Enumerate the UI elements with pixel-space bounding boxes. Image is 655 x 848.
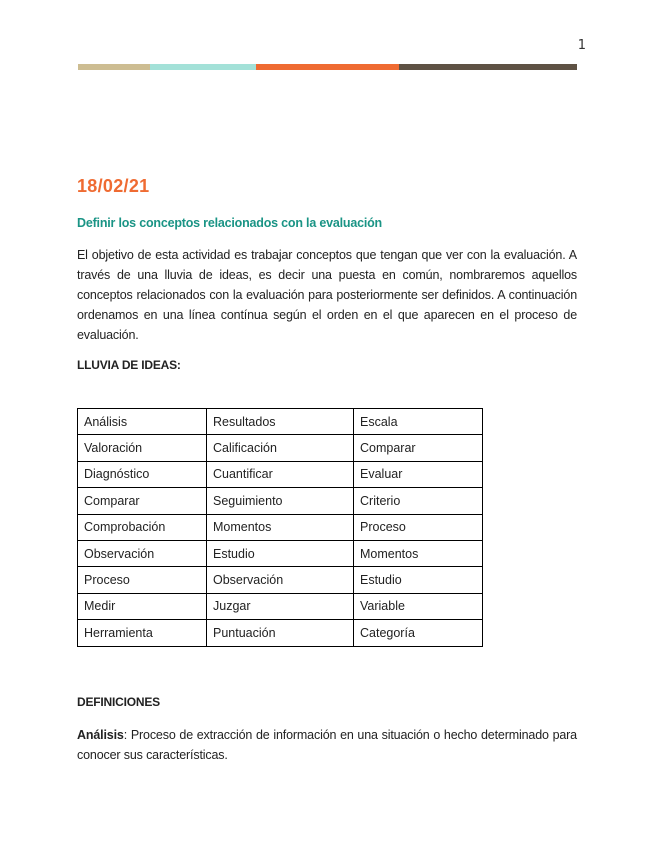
table-cell: Cuantificar bbox=[207, 461, 354, 487]
table-cell: Proceso bbox=[354, 514, 483, 540]
table-cell: Puntuación bbox=[207, 620, 354, 646]
table-cell: Medir bbox=[78, 593, 207, 619]
table-cell: Seguimiento bbox=[207, 488, 354, 514]
brainstorm-heading: LLUVIA DE IDEAS: bbox=[77, 358, 181, 372]
table-row bbox=[78, 488, 483, 514]
table-cell: Proceso bbox=[78, 567, 207, 593]
table-cell: Resultados bbox=[207, 409, 354, 435]
table-cell: Escala bbox=[354, 409, 483, 435]
table-cell: Calificación bbox=[207, 435, 354, 461]
table-cell: Valoración bbox=[78, 435, 207, 461]
table-cell: Categoría bbox=[354, 620, 483, 646]
table-cell: Comparar bbox=[78, 488, 207, 514]
table-row bbox=[78, 435, 483, 461]
table-cell: Juzgar bbox=[207, 593, 354, 619]
table-cell: Evaluar bbox=[354, 461, 483, 487]
color-bar-segment bbox=[399, 64, 577, 70]
table-cell: Observación bbox=[207, 567, 354, 593]
table-row bbox=[78, 461, 483, 487]
definition-term: Análisis bbox=[77, 728, 124, 742]
table-cell: Variable bbox=[354, 593, 483, 619]
page-number: 1 bbox=[577, 38, 586, 53]
table-cell: Momentos bbox=[354, 540, 483, 566]
table-cell: Herramienta bbox=[78, 620, 207, 646]
table-cell: Estudio bbox=[207, 540, 354, 566]
definition-text: : Proceso de extracción de información en una situación o hecho determinado para conocer sus características. bbox=[77, 728, 577, 762]
table-cell: Estudio bbox=[354, 567, 483, 593]
activity-subtitle: Definir los conceptos relacionados con la evaluación bbox=[77, 216, 382, 230]
table-cell: Momentos bbox=[207, 514, 354, 540]
table-cell: Observación bbox=[78, 540, 207, 566]
table-cell: Criterio bbox=[354, 488, 483, 514]
intro-paragraph: El objetivo de esta actividad es trabajar conceptos que tengan que ver con la evaluación. A través de una lluvia de ideas, es decir una puesta en común, nombraremos aquellos conceptos relacionados con la evaluación para posteriormente ser definidos. A continuación ordenamos en una línea contínua según el orden en el que aparecen en el proceso de evaluación. bbox=[77, 248, 577, 342]
color-bar-segment bbox=[256, 64, 399, 70]
table-row bbox=[78, 620, 483, 646]
entry-date: 18/02/21 bbox=[77, 176, 150, 196]
table-cell: Comparar bbox=[354, 435, 483, 461]
color-bar-segment bbox=[78, 64, 150, 70]
color-bar-segment bbox=[150, 64, 256, 70]
definitions-heading: DEFINICIONES bbox=[77, 695, 160, 709]
table-row bbox=[78, 593, 483, 619]
table-row bbox=[78, 514, 483, 540]
definition-entry bbox=[77, 725, 577, 765]
table-cell: Comprobación bbox=[78, 514, 207, 540]
table-cell: Análisis bbox=[78, 409, 207, 435]
table-cell: Diagnóstico bbox=[78, 461, 207, 487]
table-row bbox=[78, 567, 483, 593]
table-row bbox=[78, 409, 483, 435]
table-row bbox=[78, 540, 483, 566]
header-color-bar bbox=[78, 64, 577, 70]
brainstorm-table bbox=[77, 408, 483, 647]
